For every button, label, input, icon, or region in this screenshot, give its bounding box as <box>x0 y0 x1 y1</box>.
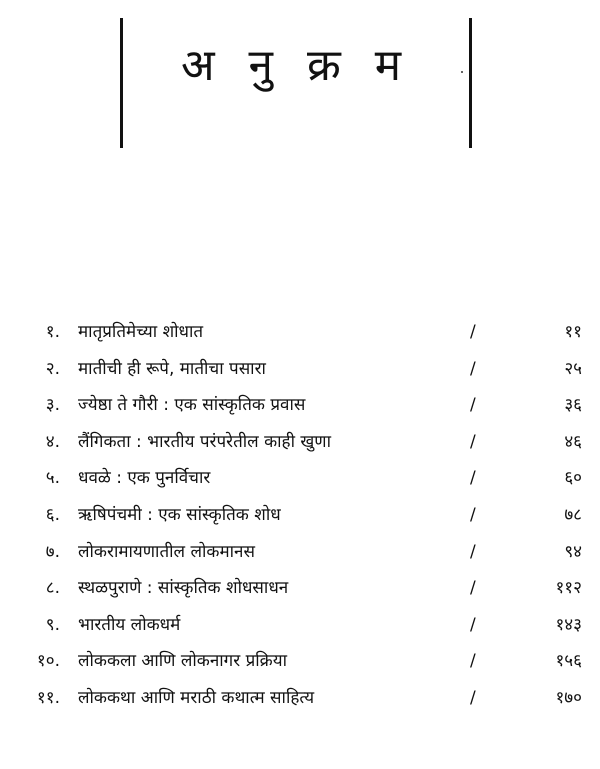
page-number: ९४ <box>564 541 582 562</box>
page-number: ११२ <box>555 578 582 599</box>
page-number: १५६ <box>555 651 582 672</box>
toc-row <box>0 351 600 388</box>
chapter-title: स्थळपुराणे : सांस्कृतिक शोधसाधन <box>78 578 289 599</box>
chapter-number: ५. <box>45 468 60 489</box>
page-title: अ नु क्र म <box>180 40 412 91</box>
chapter-number: ६. <box>45 504 60 525</box>
chapter-number: १. <box>45 322 60 342</box>
table-of-contents <box>0 314 600 717</box>
page-number: ७८ <box>564 504 582 525</box>
page-number: १७० <box>555 687 582 708</box>
separator-slash: / <box>470 541 476 562</box>
chapter-title: धवळे : एक पुनर्विचार <box>78 468 211 489</box>
chapter-number: ८. <box>45 578 60 599</box>
separator-slash: / <box>470 431 476 452</box>
separator-slash: / <box>470 395 476 416</box>
chapter-title: ऋषिपंचमी : एक सांस्कृतिक शोध <box>78 504 281 525</box>
toc-row <box>0 607 600 644</box>
separator-slash: / <box>470 322 476 342</box>
separator-slash: / <box>470 578 476 599</box>
chapter-title: लोककथा आणि मराठी कथात्म साहित्य <box>78 687 315 708</box>
chapter-number: १०. <box>36 651 60 672</box>
chapter-title: लैंगिकता : भारतीय परंपरेतील काही खुणा <box>78 431 331 452</box>
chapter-number: ११. <box>36 687 60 708</box>
chapter-title: भारतीय लोकधर्म <box>78 614 181 635</box>
separator-slash: / <box>470 358 476 379</box>
toc-row <box>0 497 600 534</box>
toc-row <box>0 534 600 571</box>
page-number: ३६ <box>564 395 582 416</box>
chapter-title: ज्येष्ठा ते गौरी : एक सांस्कृतिक प्रवास <box>78 395 306 416</box>
toc-row <box>0 387 600 424</box>
separator-slash: / <box>470 468 476 489</box>
print-speck <box>461 71 463 73</box>
toc-row <box>0 680 600 717</box>
page-number: ४६ <box>564 431 582 452</box>
chapter-title: मातीची ही रूपे, मातीचा पसारा <box>78 358 266 379</box>
chapter-number: ४. <box>45 431 60 452</box>
toc-row <box>0 570 600 607</box>
chapter-number: ९. <box>45 614 60 635</box>
page-number: २५ <box>564 358 582 379</box>
toc-row <box>0 460 600 497</box>
separator-slash: / <box>470 651 476 672</box>
separator-slash: / <box>470 687 476 708</box>
page-number: १४३ <box>555 614 582 635</box>
page-number: ६० <box>564 468 582 489</box>
toc-row <box>0 424 600 461</box>
chapter-number: ७. <box>45 541 60 562</box>
toc-row <box>0 643 600 680</box>
chapter-title: लोकरामायणातील लोकमानस <box>78 541 255 562</box>
separator-slash: / <box>470 504 476 525</box>
toc-row <box>0 314 600 351</box>
chapter-title: लोककला आणि लोकनागर प्रक्रिया <box>78 651 287 672</box>
chapter-title: मातृप्रतिमेच्या शोधात <box>78 322 204 342</box>
separator-slash: / <box>470 614 476 635</box>
page-number: ११ <box>564 322 582 342</box>
chapter-number: २. <box>45 358 60 379</box>
chapter-number: ३. <box>45 395 60 416</box>
